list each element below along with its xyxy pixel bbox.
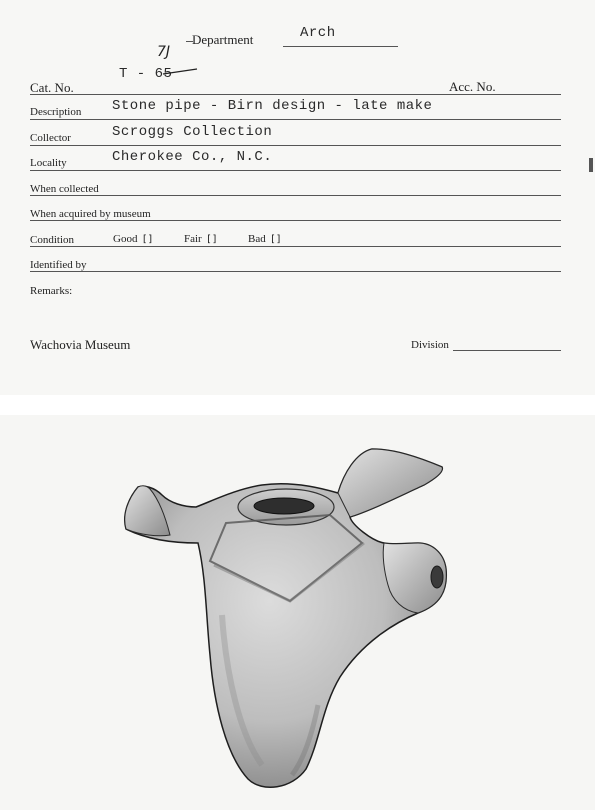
description-line	[30, 119, 561, 120]
description-label: Description	[30, 106, 82, 118]
pipe-bowl-hole	[254, 498, 314, 514]
card-edge-mark	[589, 158, 593, 172]
department-label: Department	[192, 32, 254, 47]
condition-label: Condition	[30, 234, 75, 246]
identified-by-line	[30, 271, 561, 272]
cat-no-strike	[161, 66, 201, 78]
condition-good-label: Good	[113, 233, 138, 245]
condition-good-checkbox: []	[141, 234, 154, 245]
description-value: Stone pipe - Birn design - late make	[112, 98, 433, 114]
locality-label: Locality	[30, 157, 67, 169]
locality-line	[30, 170, 561, 171]
when-collected-line	[30, 195, 561, 196]
collector-label: Collector	[30, 132, 71, 144]
cat-no-label: Cat. No.	[30, 80, 74, 95]
when-acquired-line	[30, 220, 561, 221]
catalog-card	[0, 0, 595, 395]
department-value: Arch	[300, 25, 336, 41]
condition-fair-checkbox: []	[205, 234, 218, 245]
when-acquired-label: When acquired by museum	[30, 208, 151, 220]
condition-bad-label: Bad	[248, 233, 266, 245]
condition-bad-checkbox: []	[269, 234, 282, 245]
identified-by-label: Identified by	[30, 259, 87, 271]
cat-no-correction: 7J	[157, 44, 171, 60]
pipe-right-bore	[431, 566, 443, 588]
when-collected-label: When collected	[30, 183, 99, 195]
division-label: Division	[411, 339, 449, 351]
pipe-upper-stem	[338, 449, 442, 517]
cat-no-value: T - 65	[119, 66, 173, 82]
cat-no-line	[30, 94, 561, 95]
department-dash	[186, 41, 193, 42]
collector-value: Scroggs Collection	[112, 124, 273, 140]
locality-value: Cherokee Co., N.C.	[112, 149, 273, 165]
remarks-label: Remarks:	[30, 285, 73, 297]
division-line	[453, 350, 561, 351]
acc-no-label: Acc. No.	[449, 79, 496, 94]
condition-good	[113, 233, 154, 245]
condition-fair-label: Fair	[184, 233, 202, 245]
condition-line	[30, 246, 561, 247]
condition-bad	[248, 233, 282, 245]
collector-line	[30, 145, 561, 146]
pipe-drawing	[0, 415, 595, 810]
department-line	[283, 46, 398, 47]
card-gap	[0, 395, 595, 415]
drawing-card	[0, 415, 595, 810]
museum-name: Wachovia Museum	[30, 337, 131, 352]
condition-fair	[184, 233, 218, 245]
